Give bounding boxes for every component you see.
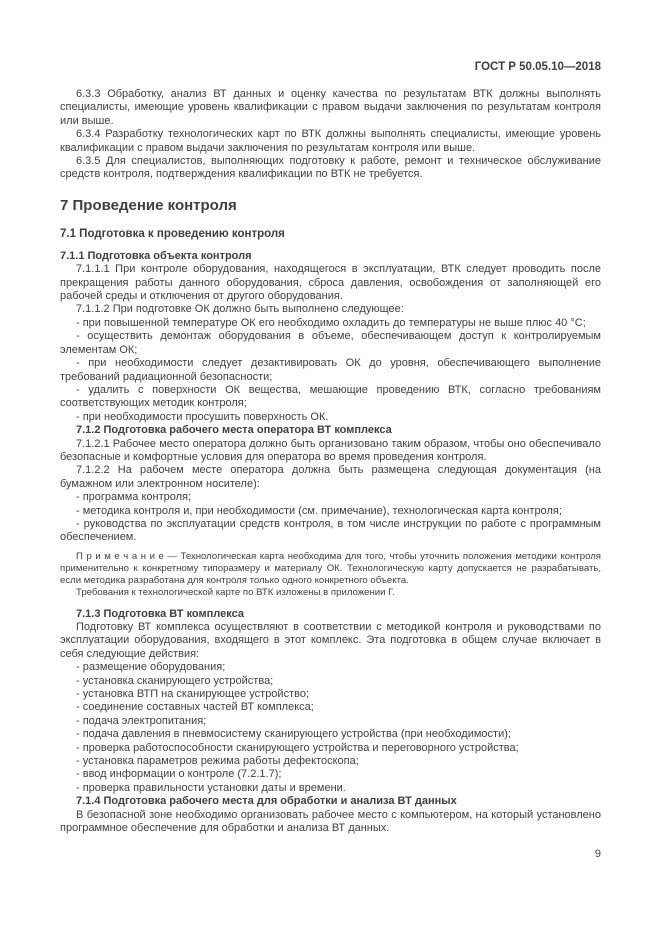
list-item-equipment-placement: - размещение оборудования; bbox=[76, 661, 226, 674]
list-item-pneumatic-pressure: - подача давления в пневмосистему сканирующего устройства (при необходимости); bbox=[76, 728, 511, 741]
page-number: 9 bbox=[594, 847, 601, 860]
list-item-surface-drying: - при необходимости просушить поверхность ОК. bbox=[76, 410, 329, 423]
list-item-dismantling: - осуществить демонтаж оборудования в объеме, обеспечивающем доступ к контролируемым элементам ОК; bbox=[60, 330, 601, 356]
paragraph-6-3-3: 6.3.3 Обработку, анализ ВТ данных и оценку качества по результатам ВТК должны выполнять специалисты, имеющие уровень квалификации с правом выдачи заключения по результатам контроля или выше. bbox=[60, 88, 601, 127]
list-item-surface-cleaning: - удалить с поверхности ОК вещества, мешающие проведению ВТК, согласно требованиям соответствующих методик контроля; bbox=[60, 383, 601, 410]
note-text: П р и м е ч а н и е — Технологическая карта необходима для того, чтобы уточнить положения методики контроля применительно к конкретному типоразмеру и материалу ОК. Технологическую карту допускается не разрабатывать, если методика разработана для контроля только одного конкретного объекта. bbox=[60, 550, 601, 587]
list-item-operation-manuals: - руководства по эксплуатации средств контроля, в том числе инструкции по работе с программным обеспечением. bbox=[60, 517, 601, 544]
list-item-cooling: - при повышенной температуре ОК его необходимо охладить до температуры не выше плюс 40 °С; bbox=[76, 316, 586, 329]
list-item-power-supply: - подача электропитания; bbox=[76, 714, 207, 727]
paragraph-6-3-4: 6.3.4 Разработку технологических карт по ВТК должны выполнять специалисты, имеющие уровень квалификации с правом выдачи заключения по результатам контроля или выше. bbox=[60, 128, 601, 154]
subsection-heading-7-1-4: 7.1.4 Подготовка рабочего места для обработки и анализа ВТ данных bbox=[76, 795, 457, 808]
list-item-operability-check: - проверка работоспособности сканирующего устройства и переговорного устройства; bbox=[76, 741, 519, 754]
paragraph-7-1-1-1: 7.1.1.1 При контроле оборудования, находящегося в эксплуатации, ВТК следует проводить после прекращения работы данного оборудования, сброса давления, освобождения от заполняющей его рабочей среды и отключения от другого оборудования. bbox=[60, 263, 601, 303]
list-item-control-program: - программа контроля; bbox=[76, 491, 192, 504]
document-header: ГОСТ Р 50.05.10—2018 bbox=[474, 61, 601, 73]
list-item-control-method: - методика контроля и, при необходимости (см. примечание), технологическая карта контроля; bbox=[76, 504, 562, 517]
paragraph-7-1-2-2: 7.1.2.2 На рабочем месте оператора должна быть размещена следующая документация (на бумажном или электронном носителе): bbox=[60, 464, 601, 490]
section-heading-7: 7 Проведение контроля bbox=[60, 196, 237, 214]
subsection-heading-7-1-1: 7.1.1 Подготовка объекта контроля bbox=[60, 249, 252, 262]
list-item-defectoscope-params: - установка параметров режима работы дефектоскопа; bbox=[76, 755, 359, 768]
list-item-scanner-installation: - установка сканирующего устройства; bbox=[76, 674, 274, 687]
list-item-date-time-check: - проверка правильности установки даты и времени. bbox=[76, 781, 346, 794]
list-item-parts-connection: - соединение составных частей ВТ комплекса; bbox=[76, 701, 314, 714]
list-item-deactivation: - при необходимости следует дезактивировать ОК до уровня, обеспечивающего выполнение требований радиационной безопасности; bbox=[60, 357, 601, 383]
paragraph-7-1-3-intro: Подготовку ВТ комплекса осуществляют в соответствии с методикой контроля и руководствами по эксплуатации оборудования, входящего в этот комплекс. Эта подготовка в общем случае включает в себя следующие действия: bbox=[60, 621, 601, 660]
list-item-vtp-installation: - установка ВТП на сканирующее устройство; bbox=[76, 688, 310, 701]
subsection-heading-7-1-2: 7.1.2 Подготовка рабочего места оператора ВТ комплекса bbox=[76, 424, 392, 437]
paragraph-6-3-5: 6.3.5 Для специалистов, выполняющих подготовку к работе, ремонт и техническое обслуживание средств контроля, подтверждения квалификации по ВТК не требуется. bbox=[60, 155, 601, 181]
paragraph-7-1-1-2: 7.1.1.2 При подготовке ОК должно быть выполнено следующее: bbox=[76, 303, 404, 316]
paragraph-7-1-2-1: 7.1.2.1 Рабочее место оператора должно быть организовано таким образом, чтобы оно обеспечивало безопасные и комфортные условия для оператора во время проведения контроля. bbox=[60, 437, 601, 463]
subsection-heading-7-1: 7.1 Подготовка к проведению контроля bbox=[60, 227, 285, 240]
list-item-control-info-input: - ввод информации о контроле (7.2.1.7); bbox=[76, 768, 282, 781]
subsection-heading-7-1-3: 7.1.3 Подготовка ВТ комплекса bbox=[76, 607, 244, 620]
note-requirements-text: Требования к технологической карте по ВТК изложены в приложении Г. bbox=[76, 587, 395, 599]
paragraph-7-1-4-body: В безопасной зоне необходимо организовать рабочее место с компьютером, на который установлено программное обеспечение для обработки и анализа ВТ данных. bbox=[60, 808, 601, 835]
